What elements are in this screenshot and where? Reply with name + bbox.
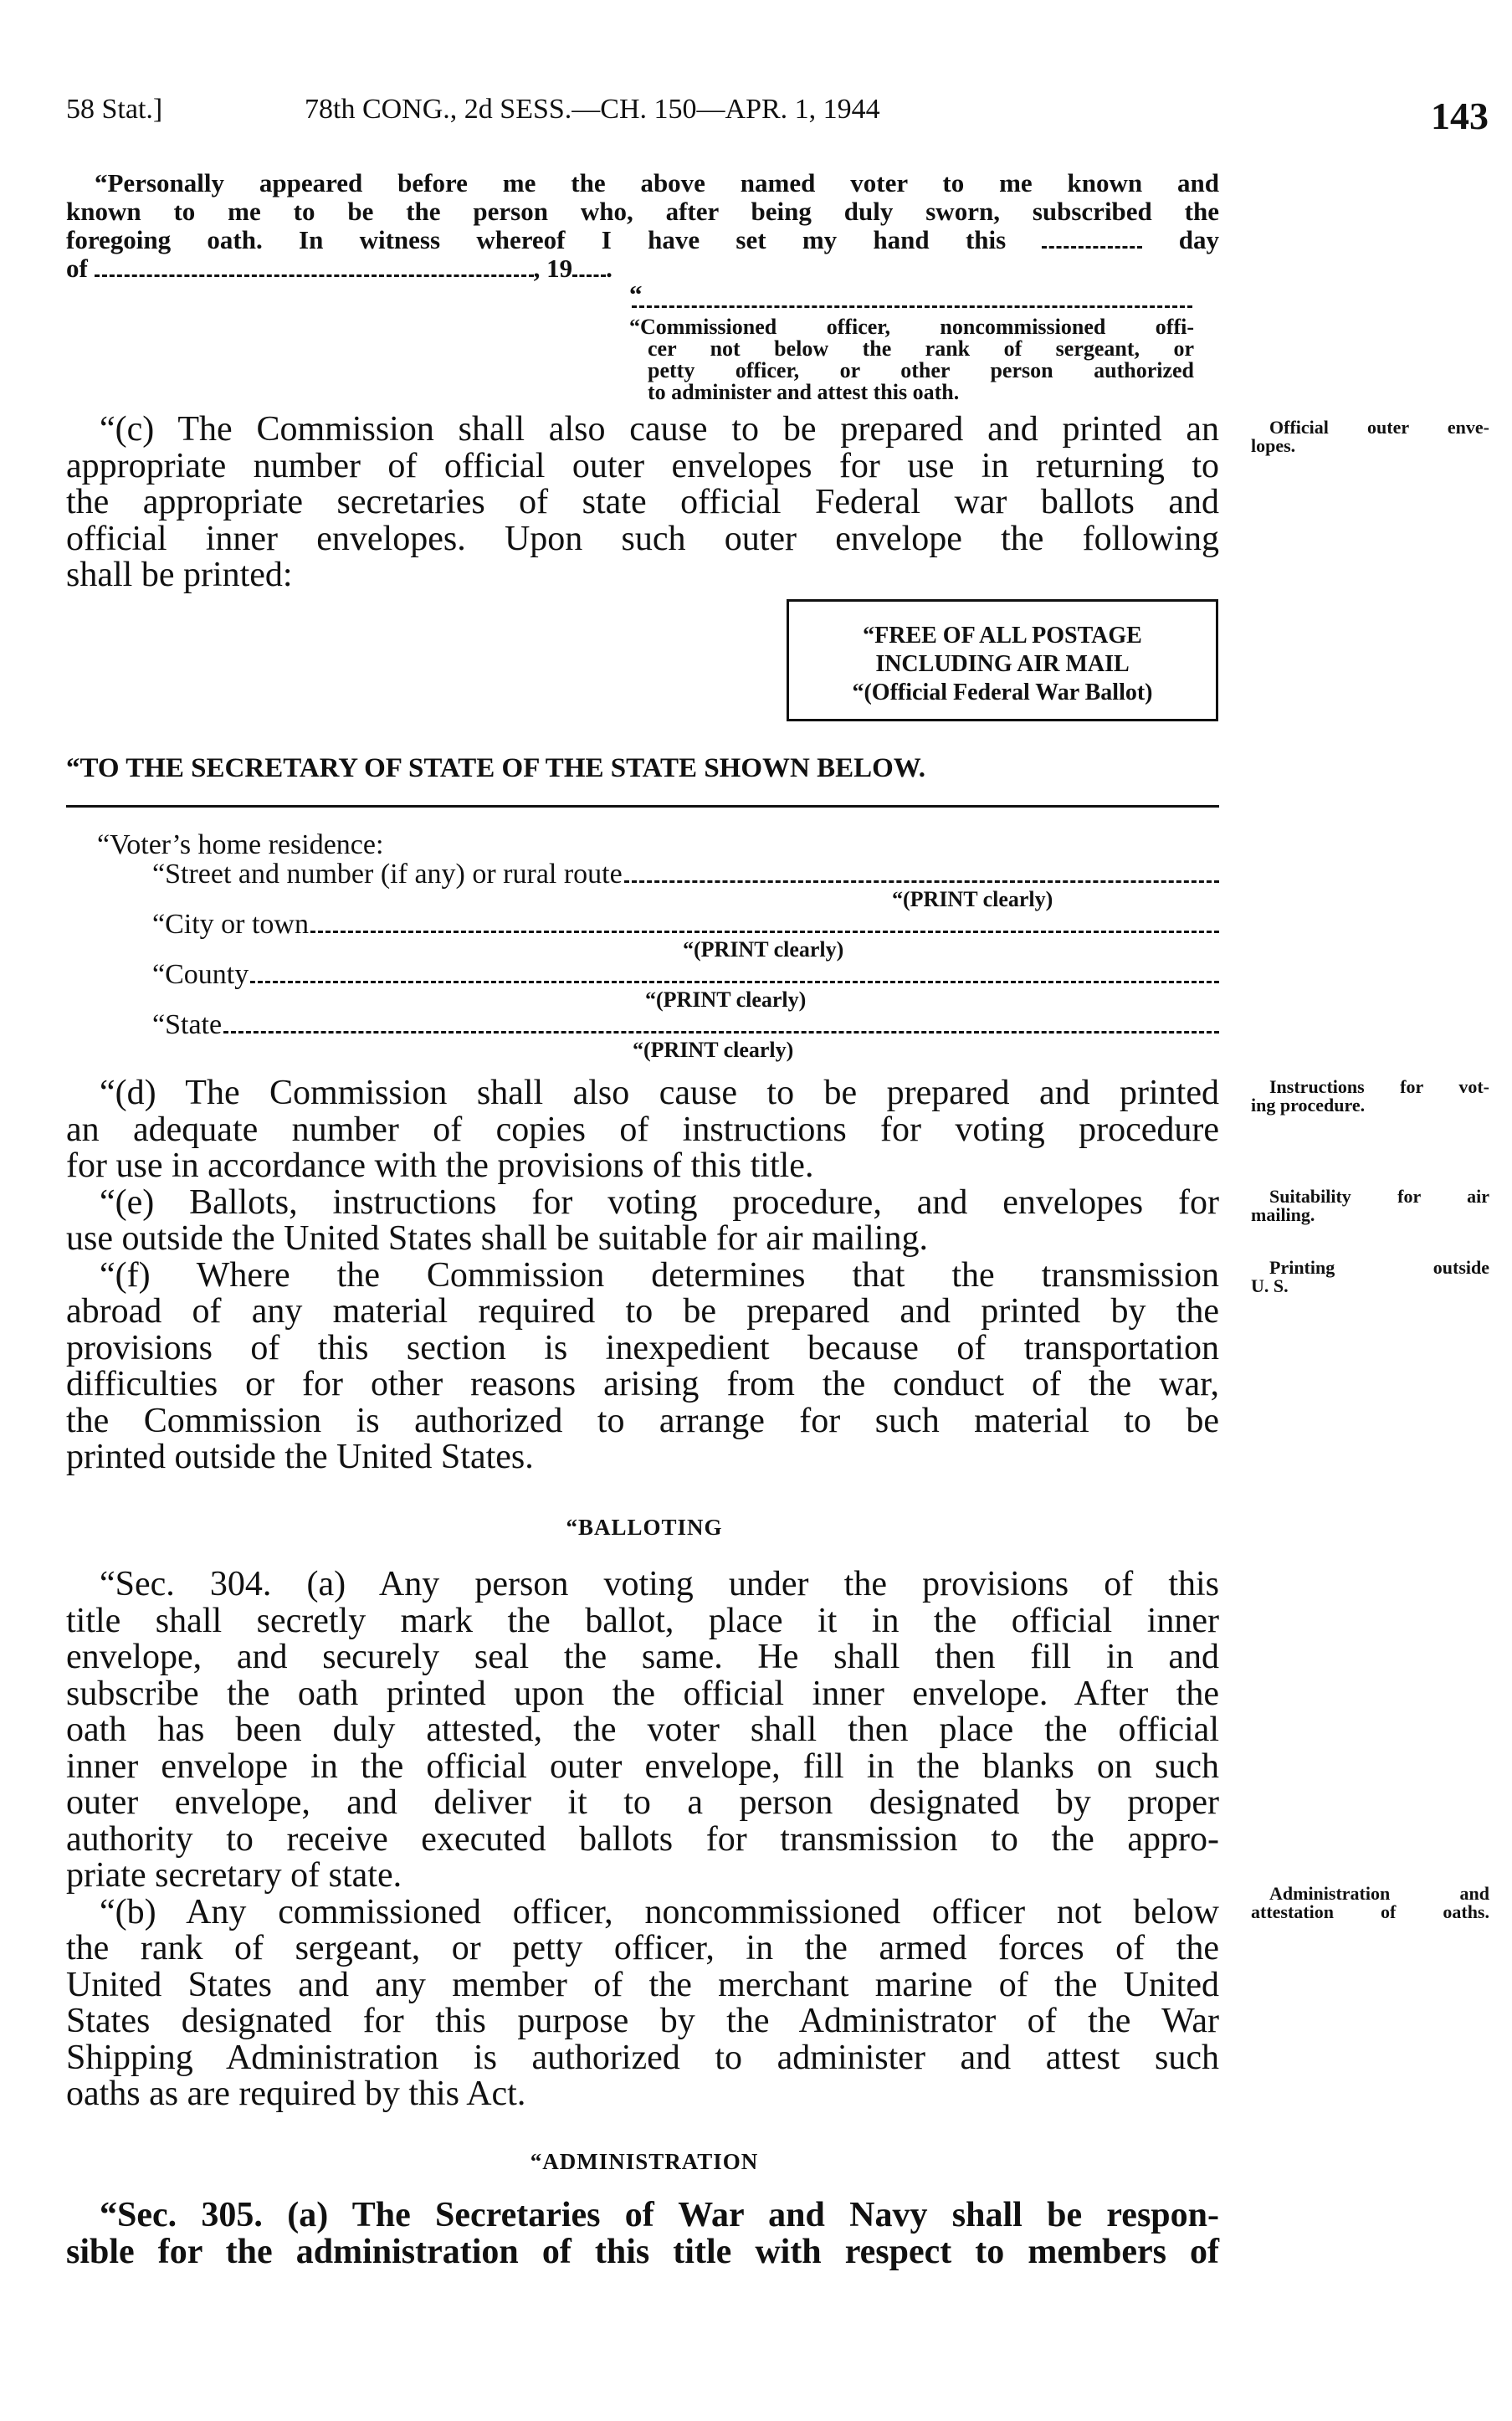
text-line: “(b) Any commissioned officer, noncommissioned officer not below (100, 1892, 1219, 1931)
section-c (66, 412, 1219, 594)
statute-volume: 58 Stat.] (66, 94, 163, 125)
section-305 (66, 2198, 1219, 2270)
box-line: INCLUDING AIR MAIL (875, 651, 1130, 677)
text-line: to administer and attest this oath. (648, 380, 960, 404)
margin-note-air-mailing: Suitability for air mailing. (1251, 1186, 1489, 1225)
text-line: “(e) Ballots, instructions for voting procedure, and envelopes for (100, 1182, 1219, 1222)
text-line: priate secretary of state. (66, 1856, 402, 1895)
open-quote: “ (629, 280, 643, 309)
box-line: “FREE OF ALL POSTAGE (863, 623, 1142, 649)
margin-note-printing-outside: Printing outside U. S. (1251, 1257, 1489, 1296)
text-line: “Sec. 304. (a) Any person voting under the provisions of this (100, 1565, 1219, 1603)
sections-d-f (66, 1075, 1219, 1476)
voter-residence (97, 831, 1219, 1062)
text-line: known to me to be the person who, after being duly sworn, subscribed the (66, 197, 1219, 226)
oath-attestation (66, 169, 1219, 283)
margin-note-outer-envelopes: Official outer enve- lopes. (1251, 417, 1489, 456)
chapter-citation: 78th CONG., 2d SESS.—CH. 150—APR. 1, 1944 (305, 94, 880, 125)
text-line: the rank of sergeant, or petty officer, in the armed forces of the (66, 1929, 1219, 1967)
text-line: appropriate number of official outer envelopes for use in returning to (66, 446, 1219, 485)
text-line: the appropriate secretaries of state official Federal war ballots and (66, 483, 1219, 521)
field-hint: “(PRINT clearly) (683, 937, 844, 962)
text-line: United States and any member of the merchant marine of the United (66, 1965, 1219, 2004)
text-line: use outside the United States shall be suitable for air mailing. (66, 1219, 928, 1258)
text-line: provisions of this section is inexpedient because of transportation (66, 1328, 1219, 1367)
text-line: “(d) The Commission shall also cause to be prepared and printed (100, 1074, 1219, 1112)
field-state: “State (152, 1012, 1219, 1039)
text-line: subscribe the oath printed upon the official inner envelope. After the (66, 1674, 1219, 1713)
text-line: oath has been duly attested, the voter shall then place the official (66, 1711, 1219, 1749)
field-county: “County (152, 962, 1219, 988)
text-line: printed outside the United States. (66, 1438, 534, 1476)
text-line: the Commission is authorized to arrange for such material to be (66, 1401, 1219, 1440)
field-hint: “(PRINT clearly) (645, 987, 807, 1012)
signature-line (632, 305, 1192, 308)
field-street: “Street and number (if any) or rural route (152, 861, 1219, 888)
margin-note-instructions: Instructions for vot- ing procedure. (1251, 1076, 1489, 1116)
text-line: difficulties or for other reasons arising from the conduct of the war, (66, 1365, 1219, 1403)
field-city: “City or town (152, 911, 1219, 938)
residence-title: “Voter’s home residence: (97, 829, 384, 860)
text-line: inner envelope in the official outer envelope, fill in the blanks on such (66, 1747, 1219, 1786)
text-line: shall be printed: (66, 556, 293, 594)
section-304 (66, 1567, 1219, 2113)
text-line: official inner envelopes. Upon such outer envelope the following (66, 519, 1219, 558)
page-number: 143 (1431, 95, 1489, 137)
text-line: of , 19 . (66, 254, 612, 283)
text-line: “Personally appeared before me the above named voter to me known and (95, 168, 1219, 197)
text-line: “(f) Where the Commission determines that the transmission (100, 1255, 1219, 1295)
text-line: “(c) The Commission shall also cause to be prepared and printed an (100, 410, 1219, 449)
text-line: outer envelope, and deliver it to a person designated by proper (66, 1783, 1219, 1822)
text-line: cer not below the rank of sergeant, or (648, 336, 1194, 361)
text-line: sible for the administration of this title with respect to members of (66, 2232, 1219, 2271)
field-hint: “(PRINT clearly) (892, 887, 1053, 911)
margin-note-administration: Administration and attestation of oaths. (1251, 1883, 1489, 1922)
text-line: petty officer, or other person authorized (648, 358, 1194, 382)
box-line: “(Official Federal War Ballot) (852, 680, 1153, 705)
divider (66, 805, 1219, 808)
text-line: abroad of any material required to be prepared and printed by the (66, 1292, 1219, 1331)
text-line: authority to receive executed ballots for transmission to the appro- (66, 1819, 1219, 1859)
text-line: for use in accordance with the provisions of this title. (66, 1146, 814, 1185)
text-line: Shipping Administration is authorized to administer and attest such (66, 2038, 1219, 2077)
text-line: an adequate number of copies of instructions for voting procedure (66, 1110, 1219, 1149)
text-line: title shall secretly mark the ballot, place it in the official inner (66, 1601, 1219, 1640)
text-line: States designated for this purpose by the Administrator of the War (66, 2002, 1219, 2040)
signature-caption (629, 316, 1194, 403)
postage-box (787, 599, 1218, 721)
text-line: envelope, and securely seal the same. He shall then fill in and (66, 1638, 1219, 1676)
text-line: “Sec. 305. (a) The Secretaries of War and Navy shall be respon- (100, 2196, 1219, 2234)
heading-balloting: “BALLOTING (566, 1515, 723, 1540)
text-line: “Commissioned officer, noncommissioned offi- (629, 315, 1194, 339)
field-hint: “(PRINT clearly) (633, 1038, 794, 1062)
heading-administration: “ADMINISTRATION (530, 2149, 759, 2174)
text-line: foregoing oath. In witness whereof I have set my hand this day (66, 225, 1219, 254)
envelope-address: “TO THE SECRETARY OF STATE OF THE STATE SHOWN BELOW. (66, 753, 926, 783)
text-line: oaths as are required by this Act. (66, 2075, 526, 2113)
